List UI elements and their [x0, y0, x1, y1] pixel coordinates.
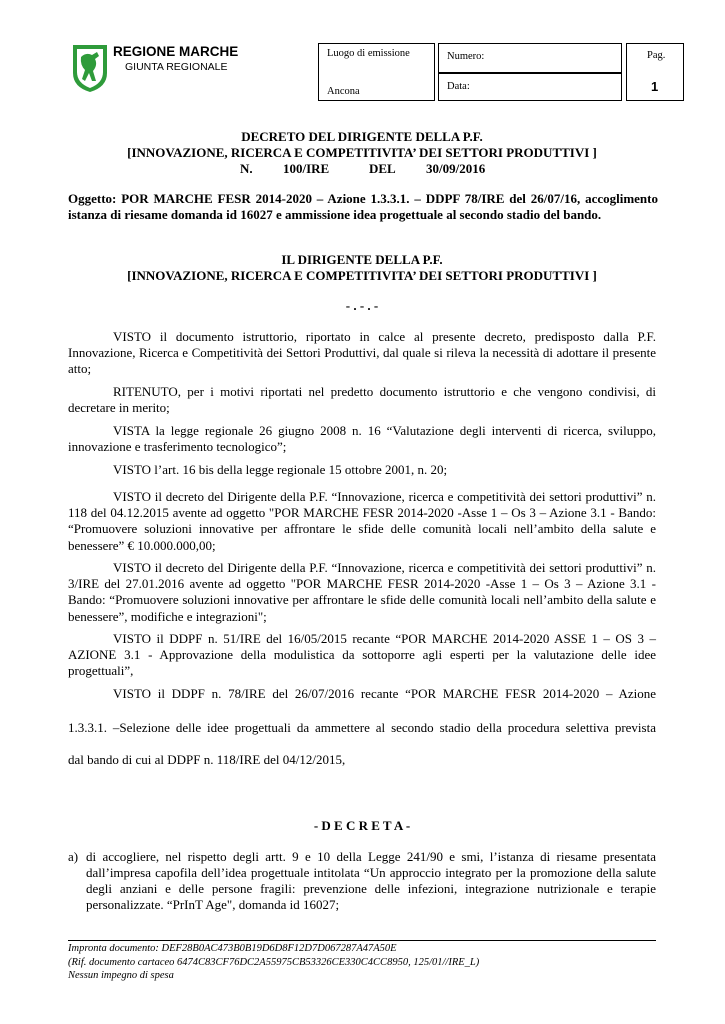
page-number: 1: [651, 79, 659, 94]
decreta-heading: - D E C R E T A -: [313, 818, 411, 833]
decree-number: 100/IRE: [283, 161, 330, 176]
data-label: Data:: [447, 81, 470, 92]
footer-spesa: Nessun impegno di spesa: [68, 970, 174, 981]
luogo-value: Ancona: [327, 86, 360, 97]
decreta-item-text: di accogliere, nel rispetto degli artt. 9 e 10 della Legge 241/90 e smi, l’istanza di riesame presentata dall’impresa capofila dell’idea progettuale intitolata “Un approccio integrato per la promozione della salute degli anziani e delle persone fragili: prevenzione delle infezioni, integrazione nutrizionale e terapie personalizzate. “PrInT Age", domanda id 16027;: [86, 849, 656, 912]
paragraph-visto-ddpf-78-line2: 1.3.3.1. –Selezione delle idee progettuali da ammettere al secondo stadio della procedura selettiva prevista: [68, 720, 656, 735]
paragraph-vista-legge: VISTA la legge regionale 26 giugno 2008 n. 16 “Valutazione degli interventi di ricerca, sviluppo, innovazione e trasferimento tecnologico”;: [68, 423, 656, 455]
decreta-item-mark: a): [68, 849, 79, 864]
page-label: Pag.: [647, 50, 666, 61]
dirigente-line2: [INNOVAZIONE, RICERCA E COMPETITIVITA’ DEI SETTORI PRODUTTIVI ]: [127, 268, 597, 283]
decreta-item: [68, 849, 656, 913]
paragraph-visto-decreto-118: VISTO il decreto del Dirigente della P.F. “Innovazione, ricerca e competitività dei settori produttivi” n. 118 del 04.12.2015 avente ad oggetto "POR MARCHE FESR 2014-2020 -Asse 1 – Os 3 – Azione 3.1 - Bando: “Promuovere soluzioni innovative per affrontare le sfide delle comunità locali nell’ambito della salute e benessere” € 10.000.000,00;: [68, 489, 656, 553]
decree-title-line2: [INNOVAZIONE, RICERCA E COMPETITIVITA’ DEI SETTORI PRODUTTIVI ]: [127, 145, 597, 160]
paragraph-visto-decreto-3: VISTO il decreto del Dirigente della P.F. “Innovazione, ricerca e competitività dei settori produttivi” n. 3/IRE del 27.01.2016 avente ad oggetto "POR MARCHE FESR 2014-2020 -Asse 1 – Os 3 – Azione 3.1 - Bando: “Promuovere soluzioni innovative per affrontare le sfide delle comunità locali nell’ambito della salute e benessere”, modifiche e integrazioni";: [68, 560, 656, 624]
footer-divider: [68, 940, 656, 941]
paragraph-visto-documento: VISTO il documento istruttorio, riportato in calce al presente decreto, predisposto dalla P.F. Innovazione, Ricerca e Competitività dei Settori Produttivi, dal quale si rileva la necessità di adottare il presente atto;: [68, 329, 656, 377]
dirigente-line1: IL DIRIGENTE DELLA P.F.: [281, 252, 443, 267]
paragraph-visto-ddpf-51: VISTO il DDPF n. 51/IRE del 16/05/2015 recante “POR MARCHE 2014-2020 ASSE 1 – OS 3 – AZIONE 3.1 - Approvazione della modulistica da sottoporre agli esperti per la valutazione delle idee progettuali”,: [68, 631, 656, 679]
decree-title-line1: DECRETO DEL DIRIGENTE DELLA P.F.: [241, 129, 483, 144]
paragraph-visto-ddpf-78-line3: dal bando di cui al DDPF n. 118/IRE del 04/12/2015,: [68, 752, 346, 767]
separator: - . - . -: [345, 298, 379, 313]
subject: Oggetto: POR MARCHE FESR 2014-2020 – Azione 1.3.3.1. – DDPF 78/IRE del 26/07/16, accoglimento istanza di riesame domanda id 16027 e ammissione idea progettuale al secondo stadio del bando.: [68, 191, 658, 222]
org-name: REGIONE MARCHE: [113, 44, 239, 59]
paragraph-visto-art16: VISTO l’art. 16 bis della legge regionale 15 ottobre 2001, n. 20;: [113, 462, 448, 477]
decree-date: 30/09/2016: [426, 161, 486, 176]
paragraph-visto-ddpf-78-line1: VISTO il DDPF n. 78/IRE del 26/07/2016 recante “POR MARCHE FESR 2014-2020 – Azione: [113, 686, 656, 701]
regione-marche-logo-icon: [70, 43, 110, 93]
decree-number-label: N.: [240, 161, 253, 176]
footer-riferimento: (Rif. documento cartaceo 6474C83CF76DC2A55975CB53326CE330C4CC8950, 125/01//IRE_L): [68, 957, 480, 968]
decree-del-label: DEL: [369, 161, 396, 176]
footer-impronta: Impronta documento: DEF28B0AC473B0B19D6D8F12D7D067287A47A50E: [68, 943, 397, 954]
luogo-label: Luogo di emissione: [327, 48, 410, 59]
paragraph-ritenuto: RITENUTO, per i motivi riportati nel predetto documento istruttorio e che vengono condivisi, di decretare in merito;: [68, 384, 656, 416]
org-subtitle: GIUNTA REGIONALE: [125, 61, 228, 73]
numero-label: Numero:: [447, 51, 485, 62]
